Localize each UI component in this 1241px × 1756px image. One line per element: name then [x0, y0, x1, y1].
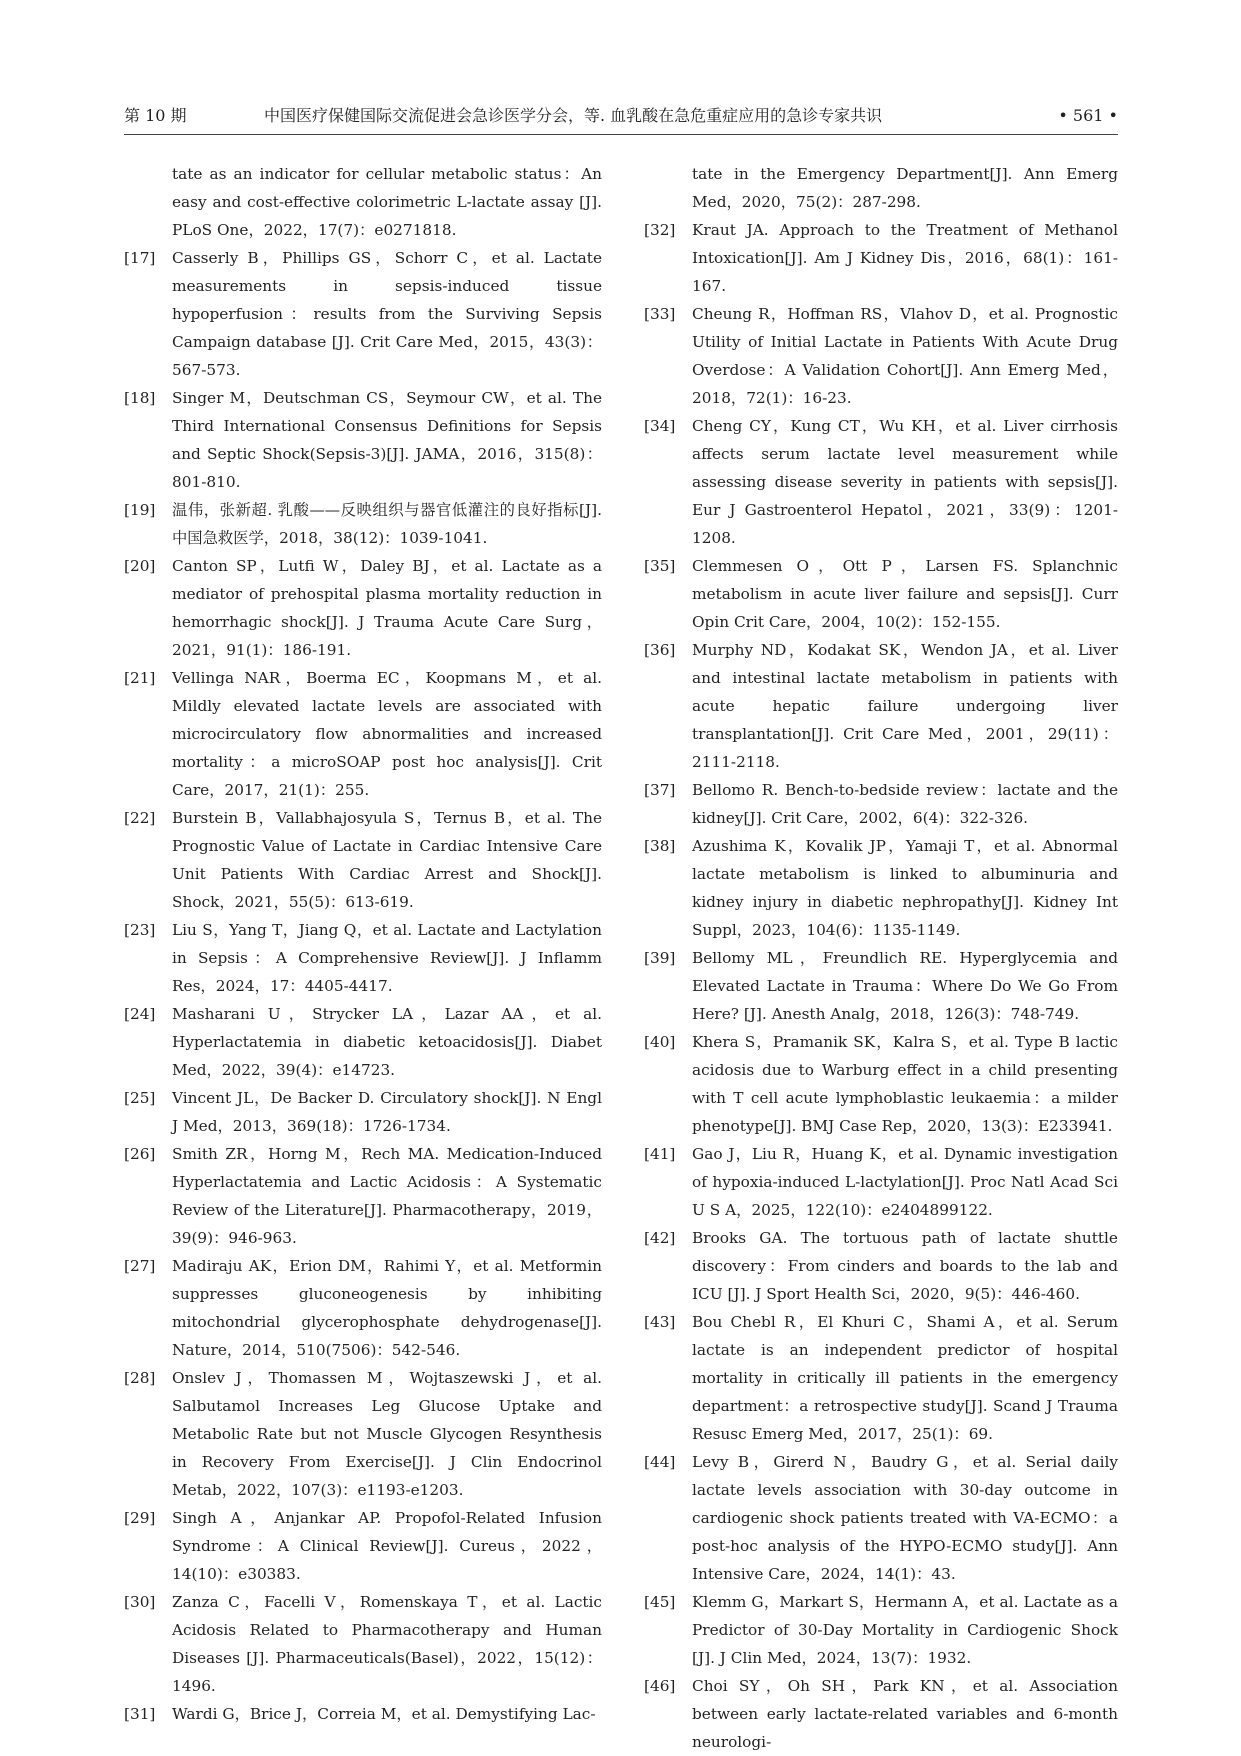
reference-text: Singh A，Anjankar AP. Propofol-Related Infusion Syndrome：A Clinical Review[J]. Cureus，2022，14(10)：e30383.	[172, 1509, 602, 1583]
reference-text: Kraut JA. Approach to the Treatment of Methanol Intoxication[J]. Am J Kidney Dis，2016，68(1)：161-167.	[692, 221, 1118, 295]
reference-text: Murphy ND，Kodakat SK，Wendon JA，et al. Liver and intestinal lactate metabolism in patients with acute hepatic failure undergoing liver transplantation[J]. Crit Care Med，2001，29(11)：2111-2118.	[692, 641, 1118, 771]
reference-number: [36]	[644, 641, 676, 659]
reference-text: Madiraju AK，Erion DM，Rahimi Y，et al. Metformin suppresses gluconeogenesis by inhibiting mitochondrial glycerophosphate dehydrogenase[J]. Nature，2014，510(7506)：542-546.	[172, 1257, 602, 1359]
reference-entry	[644, 1308, 1118, 1448]
reference-entry	[644, 216, 1118, 300]
reference-text: Bellomo R. Bench-to-bedside review：lactate and the kidney[J]. Crit Care，2002，6(4)：322-326.	[692, 781, 1118, 827]
reference-entry	[644, 1448, 1118, 1588]
reference-number: [17]	[124, 249, 156, 267]
reference-entry	[124, 916, 602, 1000]
reference-entry	[644, 1028, 1118, 1140]
reference-number: [33]	[644, 305, 676, 323]
header-rule	[124, 134, 1118, 135]
reference-text: Burstein B，Vallabhajosyula S，Ternus B，et al. The Prognostic Value of Lactate in Cardiac Intensive Care Unit Patients With Cardiac Arrest and Shock[J]. Shock，2021，55(5)：613-619.	[172, 809, 602, 911]
reference-entry	[644, 300, 1118, 412]
reference-entry	[644, 636, 1118, 776]
reference-number: [42]	[644, 1229, 676, 1247]
reference-number: [30]	[124, 1593, 156, 1611]
running-header	[124, 104, 1118, 128]
reference-entry	[124, 1588, 602, 1700]
reference-text: Casserly B，Phillips GS，Schorr C，et al. Lactate measurements in sepsis-induced tissue hypoperfusion：results from the Surviving Sepsis Campaign database [J]. Crit Care Med，2015，43(3)：567-573.	[172, 249, 602, 379]
reference-text: Singer M，Deutschman CS，Seymour CW，et al. The Third International Consensus Definitions for Sepsis and Septic Shock(Sepsis-3)[J]. JAMA，2016，315(8)：801-810.	[172, 389, 602, 491]
reference-number: [43]	[644, 1313, 676, 1331]
reference-entry	[124, 804, 602, 916]
reference-text: Smith ZR，Horng M，Rech MA. Medication-Induced Hyperlactatemia and Lactic Acidosis：A Systematic Review of the Literature[J]. Pharmacotherapy，2019，39(9)：946-963.	[172, 1145, 602, 1247]
reference-entry	[644, 832, 1118, 944]
reference-entry	[124, 552, 602, 664]
reference-text: Cheung R，Hoffman RS，Vlahov D，et al. Prognostic Utility of Initial Lactate in Patients With Acute Drug Overdose：A Validation Cohort[J]. Ann Emerg Med，2018，72(1)：16-23.	[692, 305, 1118, 407]
reference-entry	[644, 776, 1118, 832]
reference-number: [24]	[124, 1005, 156, 1023]
reference-text: Khera S，Pramanik SK，Kalra S，et al. Type B lactic acidosis due to Warburg effect in a child presenting with T cell acute lymphoblastic leukaemia：a milder phenotype[J]. BMJ Case Rep，2020，13(3)：E233941.	[692, 1033, 1118, 1135]
reference-entry	[124, 664, 602, 804]
reference-entry	[644, 552, 1118, 636]
reference-text: Canton SP，Lutfi W，Daley BJ，et al. Lactate as a mediator of prehospital plasma mortality reduction in hemorrhagic shock[J]. J Trauma Acute Care Surg，2021，91(1)：186-191.	[172, 557, 602, 659]
reference-text: Liu S，Yang T，Jiang Q，et al. Lactate and Lactylation in Sepsis：A Comprehensive Review[J]. J Inflamm Res，2024，17：4405-4417.	[172, 921, 602, 995]
reference-number: [19]	[124, 501, 156, 519]
reference-text: Vellinga NAR，Boerma EC，Koopmans M，et al. Mildly elevated lactate levels are associated with microcirculatory flow abnormalities and increased mortality：a microSOAP post hoc analysis[J]. Crit Care，2017，21(1)：255.	[172, 669, 602, 799]
reference-number: [41]	[644, 1145, 676, 1163]
reference-entry	[124, 1000, 602, 1084]
reference-number: [38]	[644, 837, 676, 855]
reference-entry	[644, 944, 1118, 1028]
reference-number: [20]	[124, 557, 156, 575]
reference-text: Brooks GA. The tortuous path of lactate shuttle discovery：From cinders and boards to the lab and ICU [J]. J Sport Health Sci，2020，9(5)：446-460.	[692, 1229, 1118, 1303]
reference-text: Choi SY，Oh SH，Park KN，et al. Association between early lactate-related variables and 6-month neurologi-	[692, 1677, 1118, 1751]
reference-number: [21]	[124, 669, 156, 687]
reference-continuation	[644, 160, 1118, 216]
reference-entry	[124, 1252, 602, 1364]
reference-text: Clemmesen O，Ott P，Larsen FS. Splanchnic metabolism in acute liver failure and sepsis[J]. Curr Opin Crit Care，2004，10(2)：152-155.	[692, 557, 1118, 631]
reference-text: Azushima K，Kovalik JP，Yamaji T，et al. Abnormal lactate metabolism is linked to albuminuria and kidney injury in diabetic nephropathy[J]. Kidney Int Suppl，2023，104(6)：1135-1149.	[692, 837, 1118, 939]
reference-number: [25]	[124, 1089, 156, 1107]
reference-number: [39]	[644, 949, 676, 967]
reference-text: Zanza C，Facelli V，Romenskaya T，et al. Lactic Acidosis Related to Pharmacotherapy and Human Diseases [J]. Pharmaceuticals(Basel)，2022，15(12)：1496.	[172, 1593, 602, 1695]
page-number: • 561 •	[1058, 106, 1118, 125]
reference-entry	[644, 1672, 1118, 1756]
reference-number: [26]	[124, 1145, 156, 1163]
reference-entry	[124, 1084, 602, 1140]
reference-number: [46]	[644, 1677, 676, 1695]
reference-number: [28]	[124, 1369, 156, 1387]
reference-entry	[644, 1588, 1118, 1672]
reference-text: Levy B，Girerd N，Baudry G，et al. Serial daily lactate levels association with 30-day outcome in cardiogenic shock patients treated with VA-ECMO：a post-hoc analysis of the HYPO-ECMO study[J]. Ann Intensive Care，2024，14(1)：43.	[692, 1453, 1118, 1583]
reference-entry	[124, 1700, 602, 1728]
reference-number: [18]	[124, 389, 156, 407]
reference-entry	[124, 384, 602, 496]
reference-number: [22]	[124, 809, 156, 827]
reference-continuation	[124, 160, 602, 244]
issue-number: 第 10 期	[124, 106, 187, 125]
reference-number: [27]	[124, 1257, 156, 1275]
reference-text: tate as an indicator for cellular metabolic status：An easy and cost-effective colorimetric L-lactate assay [J]. PLoS One，2022，17(7)：e0271818.	[172, 165, 602, 239]
running-title: 中国医疗保健国际交流促进会急诊医学分会，等. 血乳酸在急危重症应用的急诊专家共识	[264, 106, 883, 125]
reference-text: Gao J，Liu R，Huang K，et al. Dynamic investigation of hypoxia-induced L-lactylation[J]. Proc Natl Acad Sci U S A，2025，122(10)：e2404899122.	[692, 1145, 1118, 1219]
reference-column-right	[644, 160, 1118, 1756]
reference-text: Onslev J，Thomassen M，Wojtaszewski J，et al. Salbutamol Increases Leg Glucose Uptake and Metabolic Rate but not Muscle Glycogen Resynthesis in Recovery From Exercise[J]. J Clin Endocrinol Metab，2022，107(3)：e1193-e1203.	[172, 1369, 602, 1499]
reference-column-left	[124, 160, 602, 1728]
reference-entry	[124, 1140, 602, 1252]
reference-number: [37]	[644, 781, 676, 799]
reference-entry	[124, 1364, 602, 1504]
reference-entry	[124, 496, 602, 552]
reference-text: tate in the Emergency Department[J]. Ann Emerg Med，2020，75(2)：287-298.	[692, 165, 1118, 211]
reference-text: Masharani U，Strycker LA，Lazar AA，et al. Hyperlactatemia in diabetic ketoacidosis[J]. Diabet Med，2022，39(4)：e14723.	[172, 1005, 602, 1079]
reference-entry	[124, 1504, 602, 1588]
reference-number: [23]	[124, 921, 156, 939]
reference-number: [40]	[644, 1033, 676, 1051]
reference-entry	[124, 244, 602, 384]
reference-entry	[644, 1140, 1118, 1224]
reference-text: Cheng CY，Kung CT，Wu KH，et al. Liver cirrhosis affects serum lactate level measurement while assessing disease severity in patients with sepsis[J]. Eur J Gastroenterol Hepatol，2021，33(9)：1201-1208.	[692, 417, 1118, 547]
reference-number: [35]	[644, 557, 676, 575]
reference-text: 温伟，张新超. 乳酸——反映组织与器官低灌注的良好指标[J]. 中国急救医学，2018，38(12)：1039-1041.	[172, 501, 602, 547]
reference-number: [32]	[644, 221, 676, 239]
reference-text: Wardi G，Brice J，Correia M，et al. Demystifying Lac-	[172, 1705, 596, 1723]
reference-text: Vincent JL，De Backer D. Circulatory shock[J]. N Engl J Med，2013，369(18)：1726-1734.	[172, 1089, 602, 1135]
reference-number: [29]	[124, 1509, 156, 1527]
reference-number: [34]	[644, 417, 676, 435]
reference-text: Bellomy ML，Freundlich RE. Hyperglycemia and Elevated Lactate in Trauma：Where Do We Go From Here? [J]. Anesth Analg，2018，126(3)：748-749.	[692, 949, 1118, 1023]
reference-text: Bou Chebl R，El Khuri C，Shami A，et al. Serum lactate is an independent predictor of hospital mortality in critically ill patients in the emergency department：a retrospective study[J]. Scand J Trauma Resusc Emerg Med，2017，25(1)：69.	[692, 1313, 1118, 1443]
reference-number: [44]	[644, 1453, 676, 1471]
reference-number: [31]	[124, 1705, 156, 1723]
reference-number: [45]	[644, 1593, 676, 1611]
reference-text: Klemm G，Markart S，Hermann A，et al. Lactate as a Predictor of 30-Day Mortality in Cardiogenic Shock [J]. J Clin Med，2024，13(7)：1932.	[692, 1593, 1118, 1667]
reference-entry	[644, 1224, 1118, 1308]
reference-entry	[644, 412, 1118, 552]
